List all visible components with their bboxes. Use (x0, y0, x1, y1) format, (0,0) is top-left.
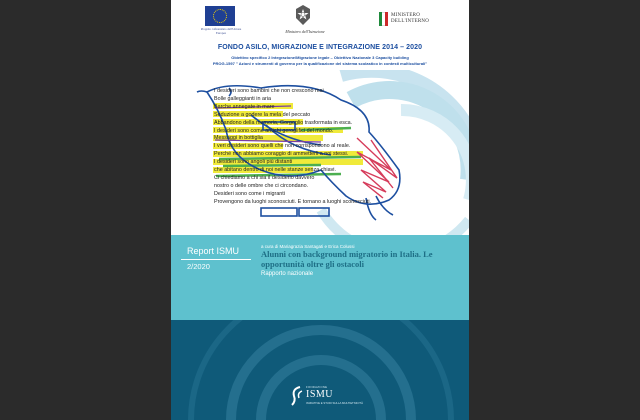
poem-line: Ci chiediamo a chi sia il desiderio davvero (214, 174, 315, 181)
poem-line: Bolle galleggianti in aria (214, 95, 271, 102)
authors-line: a cura di Mariagrazia Santagati e Erica Colussi (261, 244, 355, 249)
poem-text (214, 88, 371, 207)
poem-line: Seduzione a godere la mela del peccato (214, 111, 311, 118)
poem-line: Desideri sono come i migranti (214, 190, 286, 197)
ministry-interior-label: MINISTERO DELL'INTERNO (391, 13, 430, 24)
divider (181, 259, 251, 260)
poem-line: Provengono da luoghi sconosciuti. E tornano a luoghi sconosciuti. (214, 198, 372, 205)
eu-flag-logo (205, 6, 235, 26)
lower-blue-section (171, 320, 469, 420)
ministry-education-label: Ministero dell'Istruzione (285, 29, 325, 34)
publisher-foundation-label: FONDAZIONE (306, 385, 328, 389)
fund-title: FONDO ASILO, MIGRAZIONE E INTEGRAZIONE 2014 – 2020 (217, 44, 423, 51)
poem-line: che abitano dentro di noi nelle stanze senza chiavi. (214, 167, 336, 174)
poem-line: Perché non abbiamo coraggio di ammetterli a noi stessi. (214, 151, 349, 158)
poem-line: I desideri sono come antichi geroglifici del mondo. (214, 127, 334, 134)
poem-line: Barche annegate in mare (214, 103, 275, 110)
italian-emblem-icon (294, 4, 312, 26)
decorative-circles (171, 320, 469, 420)
publisher-name: ISMU (306, 389, 334, 400)
poem-line: Abbandono della memoria, Gorgoglio trasformata in esca. (214, 119, 353, 126)
poem-line: I desideri sono angoli più distanti (214, 159, 293, 166)
book-title: Alunni con background migratorio in Italia. Le opportunità oltre gli ostacoli (261, 249, 433, 269)
objective-text: Obiettivo specifico 2 Integrazione/Migrazione legale – Obiettivo Nazionale 3 Capacity building (231, 55, 409, 60)
header-logos (171, 0, 469, 40)
report-cover-page (171, 0, 469, 420)
italian-flag-icon (379, 12, 388, 26)
report-subtitle: Rapporto nazionale (261, 271, 314, 277)
publisher-tagline: INIZIATIVE E STUDI SULLA MULTIETNICITÀ (306, 401, 363, 405)
poem-line: Messaggi in bottiglia (214, 135, 263, 142)
issue-number: 2/2020 (187, 262, 210, 271)
poem-line: I veri desideri sono quelli che non corrispondono al reale. (214, 143, 351, 150)
poem-line: I desideri sono bambini che non crescono mai (214, 88, 324, 94)
project-text: PROG-1597 " Azioni e strumenti di governo per la qualificazione del sistema scolastico in contesti multiculturali" (212, 61, 428, 66)
eu-caption: Progetto cofinanziato dall'Unione Europea (200, 27, 242, 35)
report-series-label: Report ISMU (187, 246, 240, 256)
ismu-logo-icon (290, 385, 304, 407)
poem-line: nostro o delle ombre che ci circondano. (214, 182, 309, 189)
